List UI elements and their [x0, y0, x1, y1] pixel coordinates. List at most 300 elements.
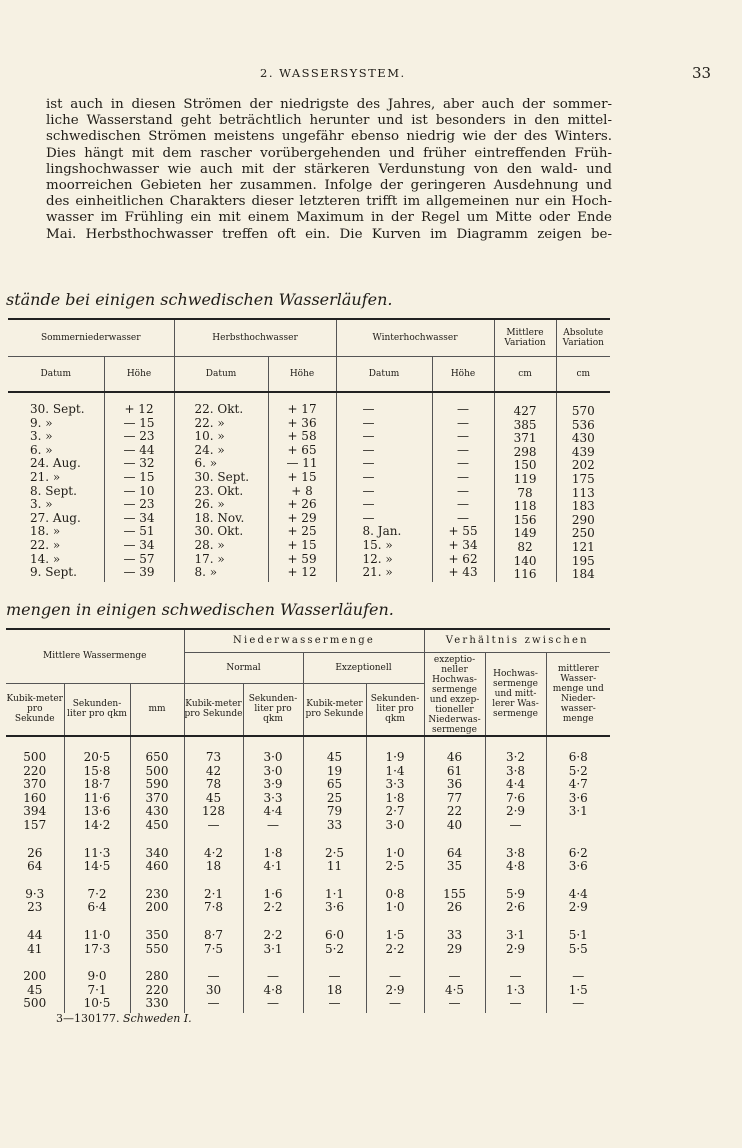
- table-cell-group: [424, 835, 485, 876]
- table-cell: 5·2: [568, 763, 588, 778]
- table-cell: 45: [326, 750, 343, 764]
- table-cell: 3·8: [505, 845, 526, 860]
- table-cell: —: [328, 996, 341, 1011]
- table-cell: —: [457, 483, 470, 498]
- table-cell: 2·6: [505, 900, 526, 915]
- table-cell: 8. Jan.: [362, 524, 402, 539]
- table-cell: 0·8: [385, 886, 405, 901]
- table-row-group: [6, 736, 610, 835]
- winter-date-column: [336, 392, 432, 582]
- table-cell: 36: [446, 777, 463, 792]
- table-cell-group: [366, 958, 424, 1013]
- paragraph-line: moorreichen Gebieten her zusammen. Infolge der geringeren Ausdehnung und: [46, 178, 612, 194]
- table-cell-group: [184, 736, 243, 835]
- table-cell: 22: [446, 804, 463, 819]
- table-cell: 6. »: [30, 442, 53, 457]
- table-cell: 371: [513, 431, 537, 446]
- table-cell-group: [303, 917, 366, 958]
- table-cell: + 36: [287, 415, 317, 430]
- normal-header: Normal: [184, 653, 303, 684]
- table-cell: 155: [443, 886, 466, 901]
- table-cell: 27. Aug.: [30, 510, 81, 525]
- table-cell: —: [362, 429, 375, 444]
- table-cell: 500: [23, 996, 47, 1011]
- table-cell: 2·9: [568, 900, 588, 915]
- table-cell: 45: [27, 982, 43, 997]
- table-cell: 30. Sept.: [30, 402, 85, 416]
- ratio-mean-low-header: mittlerer Wasser-menge und Nieder-wasser-menge: [552, 664, 604, 724]
- table-cell: 28. »: [194, 537, 225, 552]
- table-cell: 175: [571, 471, 595, 486]
- ratio-exceptional-header: exzeptio-neller Hochwas-sermenge und exzep-tioneller Niederwas-sermenge: [424, 653, 485, 737]
- unit-cm-header: cm: [494, 357, 556, 393]
- table-cell: 77: [446, 790, 463, 805]
- mean-variation-header: Mittlere Variation: [494, 319, 556, 357]
- table-cell: 6·0: [324, 927, 345, 942]
- table-cell-group: [184, 835, 243, 876]
- table-cell: 19: [326, 763, 343, 778]
- table-cell: 21. »: [30, 469, 61, 484]
- table-cell-group: [64, 917, 130, 958]
- table-cell: + 17: [287, 402, 317, 416]
- table-cell: — 10: [123, 483, 155, 498]
- table-cell: 4·5: [444, 982, 465, 997]
- table-cell: 6·8: [568, 750, 588, 764]
- paragraph-line: wasser im Frühling ein mit einem Maximum in der Regel um Mitte oder Ende: [46, 210, 612, 226]
- table-cell: —: [362, 483, 375, 498]
- height-header: Höhe: [432, 357, 494, 393]
- table-cell-group: [243, 958, 303, 1013]
- table-cell: + 12: [287, 565, 317, 580]
- table-cell: 10·5: [83, 996, 111, 1011]
- table-cell: 500: [145, 763, 169, 778]
- table-cell: —: [448, 996, 461, 1011]
- table-cell: 427: [513, 404, 537, 418]
- table-cell: 2·2: [263, 900, 283, 915]
- table-cell-group: [184, 958, 243, 1013]
- table-cell: 11·3: [83, 845, 111, 860]
- table-cell: 78: [205, 777, 222, 792]
- table-cell-group: [485, 917, 546, 958]
- table-cell: 35: [446, 859, 463, 874]
- table-cell-group: [303, 736, 366, 835]
- table-cell: — 51: [123, 524, 155, 539]
- table-cell: 220: [145, 982, 169, 997]
- table-cell: 29: [446, 941, 463, 956]
- table-cell: 2·1: [203, 886, 224, 901]
- table-cell-group: [130, 835, 184, 876]
- table-cell-group: [424, 958, 485, 1013]
- table-cell: 61: [446, 763, 463, 778]
- table-cell: + 34: [448, 537, 478, 552]
- table-cell: 3·1: [263, 941, 283, 956]
- table-cell: —: [362, 497, 375, 512]
- table-cell: 18. Nov.: [194, 510, 245, 525]
- table-cell: —: [362, 456, 375, 471]
- table-cell: — 23: [123, 497, 155, 512]
- table-cell-group: [366, 917, 424, 958]
- paragraph-line: ist auch in diesen Strömen der niedrigste des Jahres, aber auch der sommer-: [46, 97, 612, 112]
- table-cell: 370: [23, 777, 47, 792]
- sekundenliter-header: Sekunden-liter pro qkm: [64, 683, 130, 736]
- table-cell: 4·1: [263, 859, 283, 874]
- table-cell: 5·2: [324, 941, 345, 956]
- table-cell-group: [64, 736, 130, 835]
- table-cell: 26: [27, 845, 43, 860]
- table-cell: —: [362, 415, 375, 430]
- table-cell: 3·1: [505, 927, 526, 942]
- page-number: 33: [692, 64, 712, 82]
- table-cell: 79: [326, 804, 343, 819]
- ratio-high-mean-header: Hochwas-sermenge und mitt-lerer Was-sermenge: [485, 653, 546, 737]
- table-cell: 2·2: [385, 941, 405, 956]
- date-header: Datum: [336, 357, 432, 393]
- exceptional-header: Exzeptionell: [303, 653, 424, 684]
- table-cell: 550: [145, 941, 169, 956]
- paragraph-line: schwedischen Strömen meistens ungefähr ebenso niedrig wie der des Winters.: [46, 129, 612, 145]
- table-cell: 570: [571, 404, 595, 418]
- table-cell: 183: [571, 499, 595, 514]
- table-row-group: [6, 876, 610, 917]
- table-cell: 200: [23, 969, 47, 984]
- table-cell: 1·8: [385, 790, 405, 805]
- table-cell: 121: [571, 539, 595, 554]
- table-cell: — 15: [123, 469, 155, 484]
- table-cell: — 39: [123, 565, 155, 580]
- table-cell: 220: [23, 763, 47, 778]
- table-cell: 24. »: [194, 442, 225, 457]
- table-cell: + 59: [287, 551, 317, 566]
- table-cell: 23. Okt.: [194, 483, 244, 498]
- table-cell: 590: [145, 777, 169, 792]
- table-cell: 385: [513, 417, 537, 432]
- table-cell: 18: [205, 859, 222, 874]
- table-cell: —: [457, 510, 470, 525]
- table-cell: —: [207, 969, 220, 984]
- table-cell-group: [303, 958, 366, 1013]
- table-cell: 11·0: [83, 927, 111, 942]
- table-cell: 3·1: [568, 804, 588, 819]
- table-cell: —: [457, 442, 470, 457]
- table-cell-group: [243, 876, 303, 917]
- table-cell: 3·2: [505, 750, 526, 764]
- table-cell: 118: [513, 499, 537, 514]
- table-cell: 65: [326, 777, 343, 792]
- table-cell: —: [362, 402, 375, 416]
- table-cell: + 12: [124, 402, 154, 416]
- table-cell: 160: [23, 790, 47, 805]
- table-cell: 3·8: [505, 763, 526, 778]
- date-header: Datum: [8, 357, 104, 393]
- table-cell: 11·6: [83, 790, 111, 805]
- table-cell: 44: [27, 927, 43, 942]
- table-cell: 14·5: [83, 859, 111, 874]
- table-cell: + 55: [448, 524, 478, 539]
- table-cell-group: [6, 736, 64, 835]
- table-cell-group: [424, 736, 485, 835]
- table-row-group: [6, 917, 610, 958]
- printer-footer: [56, 1012, 192, 1025]
- height-header: Höhe: [268, 357, 336, 393]
- table-cell-group: [184, 917, 243, 958]
- table-cell-group: [130, 876, 184, 917]
- table-cell: 7·8: [203, 900, 224, 915]
- table-cell: + 29: [287, 510, 317, 525]
- table-cell: + 62: [448, 551, 478, 566]
- table-cell: 7·6: [505, 790, 526, 805]
- table-cell: 73: [205, 750, 222, 764]
- summer-low-header: Sommerniederwasser: [8, 319, 174, 357]
- table-cell: 42: [205, 763, 222, 778]
- table-cell: 33: [326, 817, 343, 832]
- table-cell: 460: [145, 859, 169, 874]
- table-cell: 140: [513, 553, 537, 568]
- summer-date-column: [8, 392, 104, 582]
- table-cell: 200: [145, 900, 169, 915]
- table-cell-group: [243, 835, 303, 876]
- table-cell: + 26: [287, 497, 317, 512]
- table-cell: 1·0: [385, 900, 405, 915]
- table-cell: 15·8: [83, 763, 111, 778]
- table-cell: 3·6: [568, 859, 588, 874]
- table-cell-group: [546, 835, 610, 876]
- table-cell: 17·3: [83, 941, 111, 956]
- winter-high-header: Winterhochwasser: [336, 319, 494, 357]
- unit-cm-header: cm: [576, 369, 591, 379]
- table-cell: 116: [513, 567, 537, 582]
- table-cell: 1·3: [505, 982, 526, 997]
- table-cell: 4·8: [263, 982, 283, 997]
- table-cell: 64: [446, 845, 463, 860]
- table-cell: 4·2: [203, 845, 224, 860]
- table-cell: 4·4: [263, 804, 283, 819]
- kubik-header: Kubik-meter pro Sekunde: [303, 683, 366, 736]
- date-header: Datum: [174, 357, 268, 393]
- table-cell: 3·0: [263, 750, 283, 764]
- table-cell: 195: [571, 553, 595, 568]
- table-cell-group: [64, 835, 130, 876]
- table-cell: 14·2: [83, 817, 111, 832]
- table-cell: —: [328, 969, 341, 984]
- table-cell: [547, 819, 611, 833]
- table-cell: 8. Sept.: [30, 483, 77, 498]
- table-cell: —: [572, 969, 585, 984]
- table-cell: 3·6: [324, 900, 345, 915]
- table-cell-group: [6, 876, 64, 917]
- table-cell: 14. »: [30, 551, 61, 566]
- table-cell: 21. »: [362, 565, 393, 580]
- table-cell: 5·5: [568, 941, 588, 956]
- table-cell: —: [457, 415, 470, 430]
- table-cell: 290: [571, 512, 595, 527]
- table-cell-group: [6, 835, 64, 876]
- table-cell: 30. Okt.: [194, 524, 244, 539]
- table-cell: —: [509, 996, 522, 1011]
- table-cell-group: [546, 917, 610, 958]
- table-cell: 13·6: [83, 804, 111, 819]
- mm-header: mm: [130, 683, 184, 736]
- table-cell: 41: [27, 941, 43, 956]
- table-cell: —: [509, 817, 522, 832]
- sekundenliter-header: Sekunden-liter pro qkm: [366, 683, 424, 736]
- table-cell: 156: [513, 512, 537, 527]
- table-cell: 500: [23, 750, 47, 764]
- table-cell: 7·2: [87, 886, 107, 901]
- table-cell: 250: [571, 526, 595, 541]
- table-cell: —: [267, 817, 279, 832]
- table-cell: 4·4: [568, 886, 588, 901]
- table-cell: —: [457, 456, 470, 471]
- table-cell: —: [389, 996, 401, 1011]
- table-cell: — 11: [286, 456, 318, 471]
- table-cell: + 15: [287, 469, 317, 484]
- table-cell: — 32: [123, 456, 155, 471]
- table-cell-group: [366, 835, 424, 876]
- table-cell: 1·9: [385, 750, 405, 764]
- table-cell: 184: [571, 567, 595, 582]
- table-cell: —: [448, 969, 461, 984]
- summer-height-column: [104, 392, 174, 582]
- table-cell: 330: [145, 996, 169, 1011]
- autumn-high-header: Herbsthochwasser: [174, 319, 336, 357]
- body-paragraph: [46, 97, 612, 243]
- table-cell: — 34: [123, 537, 155, 552]
- table-cell: 8·7: [203, 927, 224, 942]
- absolute-variation-column: [556, 392, 610, 582]
- table-cell: 24. Aug.: [30, 456, 81, 471]
- table-cell: —: [457, 497, 470, 512]
- table-cell: 150: [513, 458, 537, 473]
- running-header: [0, 66, 742, 84]
- source-title: Schweden I.: [123, 1012, 192, 1025]
- table-cell: —: [362, 469, 375, 484]
- table-cell: 82: [517, 539, 533, 554]
- table-cell: 22. »: [194, 415, 225, 430]
- table-cell: 40: [446, 817, 463, 832]
- mean-variation-column: [494, 392, 556, 582]
- table-cell: 6·2: [568, 845, 588, 860]
- table-cell: 8. »: [194, 565, 218, 580]
- table-cell-group: [485, 835, 546, 876]
- table-cell: 12. »: [362, 551, 393, 566]
- table-cell: —: [457, 469, 470, 484]
- table-cell: 25: [326, 790, 343, 805]
- table-cell: + 15: [287, 537, 317, 552]
- height-header: Höhe: [104, 357, 174, 393]
- table-cell: 3·3: [385, 777, 405, 792]
- table-cell: 6·4: [87, 900, 107, 915]
- table-cell: 3. »: [30, 429, 53, 444]
- table-cell-group: [130, 917, 184, 958]
- table-cell: 10. »: [194, 429, 225, 444]
- table-cell: 2·5: [324, 845, 345, 860]
- table-cell-group: [6, 917, 64, 958]
- water-quantity-table: [6, 628, 610, 1013]
- table-cell: 280: [145, 969, 169, 984]
- table-cell: —: [362, 442, 375, 457]
- table-cell: 46: [446, 750, 463, 764]
- table-cell-group: [424, 876, 485, 917]
- table-cell: 26: [446, 900, 463, 915]
- table-cell: — 44: [123, 442, 155, 457]
- table-cell-group: [243, 736, 303, 835]
- table-cell: 64: [27, 859, 43, 874]
- table-cell-group: [424, 917, 485, 958]
- table-cell: 11: [326, 859, 343, 874]
- table-cell: —: [572, 996, 585, 1011]
- table-cell: — 57: [123, 551, 155, 566]
- table-cell: + 65: [287, 442, 317, 457]
- table-cell: 298: [513, 444, 537, 459]
- table-cell: 20·5: [83, 750, 111, 764]
- table-cell-group: [546, 736, 610, 835]
- table-cell: —: [457, 402, 470, 416]
- table-cell: 9·0: [87, 969, 107, 984]
- winter-height-column: [432, 392, 494, 582]
- table-cell: 536: [571, 417, 595, 432]
- table-cell: 9·3: [25, 886, 45, 901]
- paragraph-line: Mai. Herbsthochwasser treffen oft ein. Die Kurven im Diagramm zeigen be-: [46, 226, 612, 242]
- table-cell: 9. Sept.: [30, 565, 77, 580]
- paragraph-line: Dies hängt mit dem rascher vorübergehenden und früher eintreffenden Früh-: [46, 145, 612, 161]
- table-cell: 22. »: [30, 537, 61, 552]
- table-cell: 15. »: [362, 537, 393, 552]
- table-cell: 18: [326, 982, 343, 997]
- table-cell: 5·9: [505, 886, 526, 901]
- table-cell-group: [130, 958, 184, 1013]
- table-cell: 1·1: [324, 886, 345, 901]
- table-cell: 450: [145, 817, 169, 832]
- table-cell: 18. »: [30, 524, 61, 539]
- table-cell: — 15: [123, 415, 155, 430]
- table-cell: 7·5: [203, 941, 224, 956]
- table-cell: 394: [23, 804, 47, 819]
- table-cell: 2·5: [385, 859, 405, 874]
- table-cell-group: [64, 958, 130, 1013]
- table-cell: 2·2: [263, 927, 283, 942]
- table-cell-group: [243, 917, 303, 958]
- table-cell-group: [6, 958, 64, 1013]
- water-level-table: [8, 318, 610, 582]
- table-cell: 1·0: [385, 845, 405, 860]
- table-cell: 1·4: [385, 763, 405, 778]
- table-cell: 2·9: [385, 982, 405, 997]
- table-cell: 430: [145, 804, 169, 819]
- table-cell: 1·5: [385, 927, 405, 942]
- table-cell-group: [366, 736, 424, 835]
- table-cell: 18·7: [83, 777, 111, 792]
- table-cell: 2·9: [505, 941, 526, 956]
- table-cell: 1·8: [263, 845, 283, 860]
- table-cell: 23: [27, 900, 43, 915]
- table-cell: 45: [205, 790, 222, 805]
- table-cell: 3·6: [568, 790, 588, 805]
- table-cell: 26. »: [194, 497, 225, 512]
- table-cell: 6. »: [194, 456, 218, 471]
- table-cell: + 43: [448, 565, 478, 580]
- paragraph-line: liche Wasserstand geht beträchtlich herunter und ist besonders in den mittel-: [46, 113, 612, 129]
- table-cell: 3·3: [263, 790, 283, 805]
- table-cell: 230: [145, 886, 169, 901]
- table-cell: 4·8: [505, 859, 526, 874]
- table-cell: 5·1: [568, 927, 588, 942]
- ratio-header: Verhältnis zwischen: [424, 629, 610, 653]
- autumn-height-column: [268, 392, 336, 582]
- table-cell: 439: [571, 444, 595, 459]
- table-cell: —: [267, 969, 279, 984]
- table-cell-group: [485, 736, 546, 835]
- table-cell: + 25: [287, 524, 317, 539]
